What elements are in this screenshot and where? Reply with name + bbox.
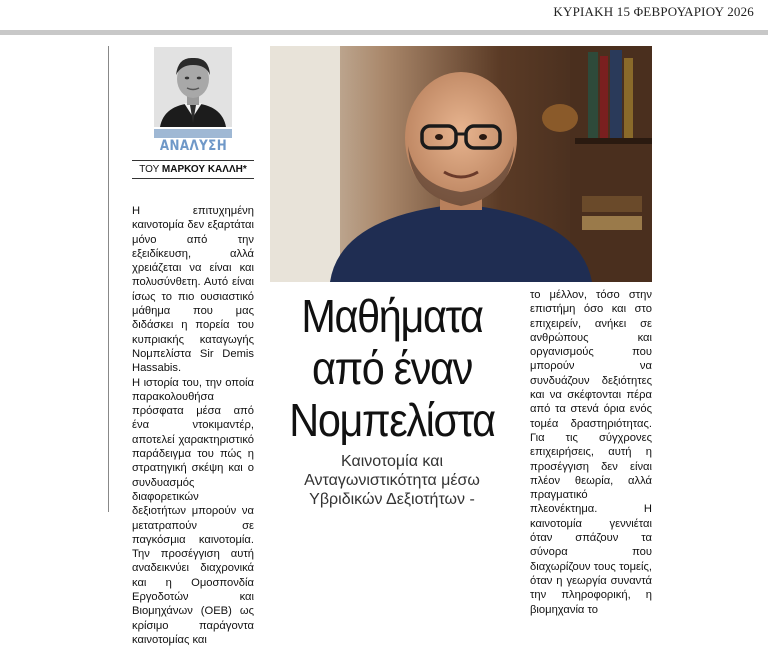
byline-rule-top: [132, 160, 254, 161]
author-portrait-illustration: [154, 47, 232, 127]
headline-line: από έναν: [311, 342, 473, 394]
byline: [132, 164, 254, 175]
byline-prefix: ΤΟΥ: [139, 164, 160, 175]
byline-name: ΜΑΡΚΟΥ ΚΑΛΛΗ*: [161, 164, 247, 175]
article-column-1: [132, 204, 254, 647]
column-divider: [108, 46, 109, 512]
paragraph: το μέλλον, τόσο στην επιστήμη όσο και στο επιχειρείν, ανήκει σε ανθρώπους και οργανισμούς που μπορούν να συνδυάζουν δεξιότητες και να σκέφτονται πέρα από τα στενά όρια ενός τομέα δραστηριότητας. Για τις σύγχρονες επιχειρήσεις, αυτή η προσέγγιση δεν είναι πλέον θεωρία, αλλά πραγματικό πλεονέκτημα. Η καινοτομία γεννιέται όταν σπάζουν τα σύνορα που διαχωρίζουν τους τομείς, όταν η γεωργία συναντά την πληροφορική, η βιομηχανία το: [530, 289, 652, 616]
masthead-rule: [0, 30, 768, 35]
paragraph: Η ιστορία του, την οποία παρακολουθήσα πρόσφατα μέσα από ένα ντοκιμαντέρ, αποτελεί χαρακτηριστικό παράδειγμα του πώς η στρατηγική σκέψη και ο συνδυασμός διαφορετικών δεξιοτήτων μπορούν να μετατραπούν σε παγκόσμια καινοτομία. Την προσέγγιση αυτή αναδεικνύει διαχρονικά και η Ομοσπονδία Εργοδοτών και Βιομηχάνων (ΟΕΒ) ως κρίσιμο παράγοντα καινοτομίας και: [132, 376, 254, 646]
headline: [275, 290, 509, 446]
subheadline-line: Ανταγωνιστικότητα μέσω: [304, 472, 480, 489]
section-label: ΑΝΑΛΥΣΗ: [159, 138, 228, 154]
issue-date: ΚΥΡΙΑΚΗ 15 ΦΕΒΡΟΥΑΡΙΟΥ 2026: [553, 4, 754, 19]
author-photo: [154, 47, 232, 127]
analysis-accent-bar: [154, 129, 232, 138]
hero-photo: [270, 46, 652, 282]
headline-line: Μαθήματα: [301, 290, 483, 342]
subheadline: [262, 452, 522, 509]
headline-line: Νομπελίστα: [289, 394, 495, 446]
byline-rule-bottom: [132, 178, 254, 179]
paragraph: Η επιτυχημένη καινοτομία δεν εξαρτάται μόνο από την εξειδίκευση, αλλά χρειάζεται να είναι και πολυσύνθετη. Αυτό είναι ίσως το πιο ουσιαστικό μάθημα που μας διδάσκει η πορεία του κυπριακής καταγωγής Νομπελίστα Sir Demis Hassabis.: [132, 205, 254, 375]
subheadline-line: Υβριδικών Δεξιοτήτων -: [309, 491, 475, 508]
portrait-photo-illustration: [270, 46, 652, 282]
subheadline-line: Καινοτομία και: [340, 453, 444, 470]
article-column-3: [530, 288, 652, 617]
